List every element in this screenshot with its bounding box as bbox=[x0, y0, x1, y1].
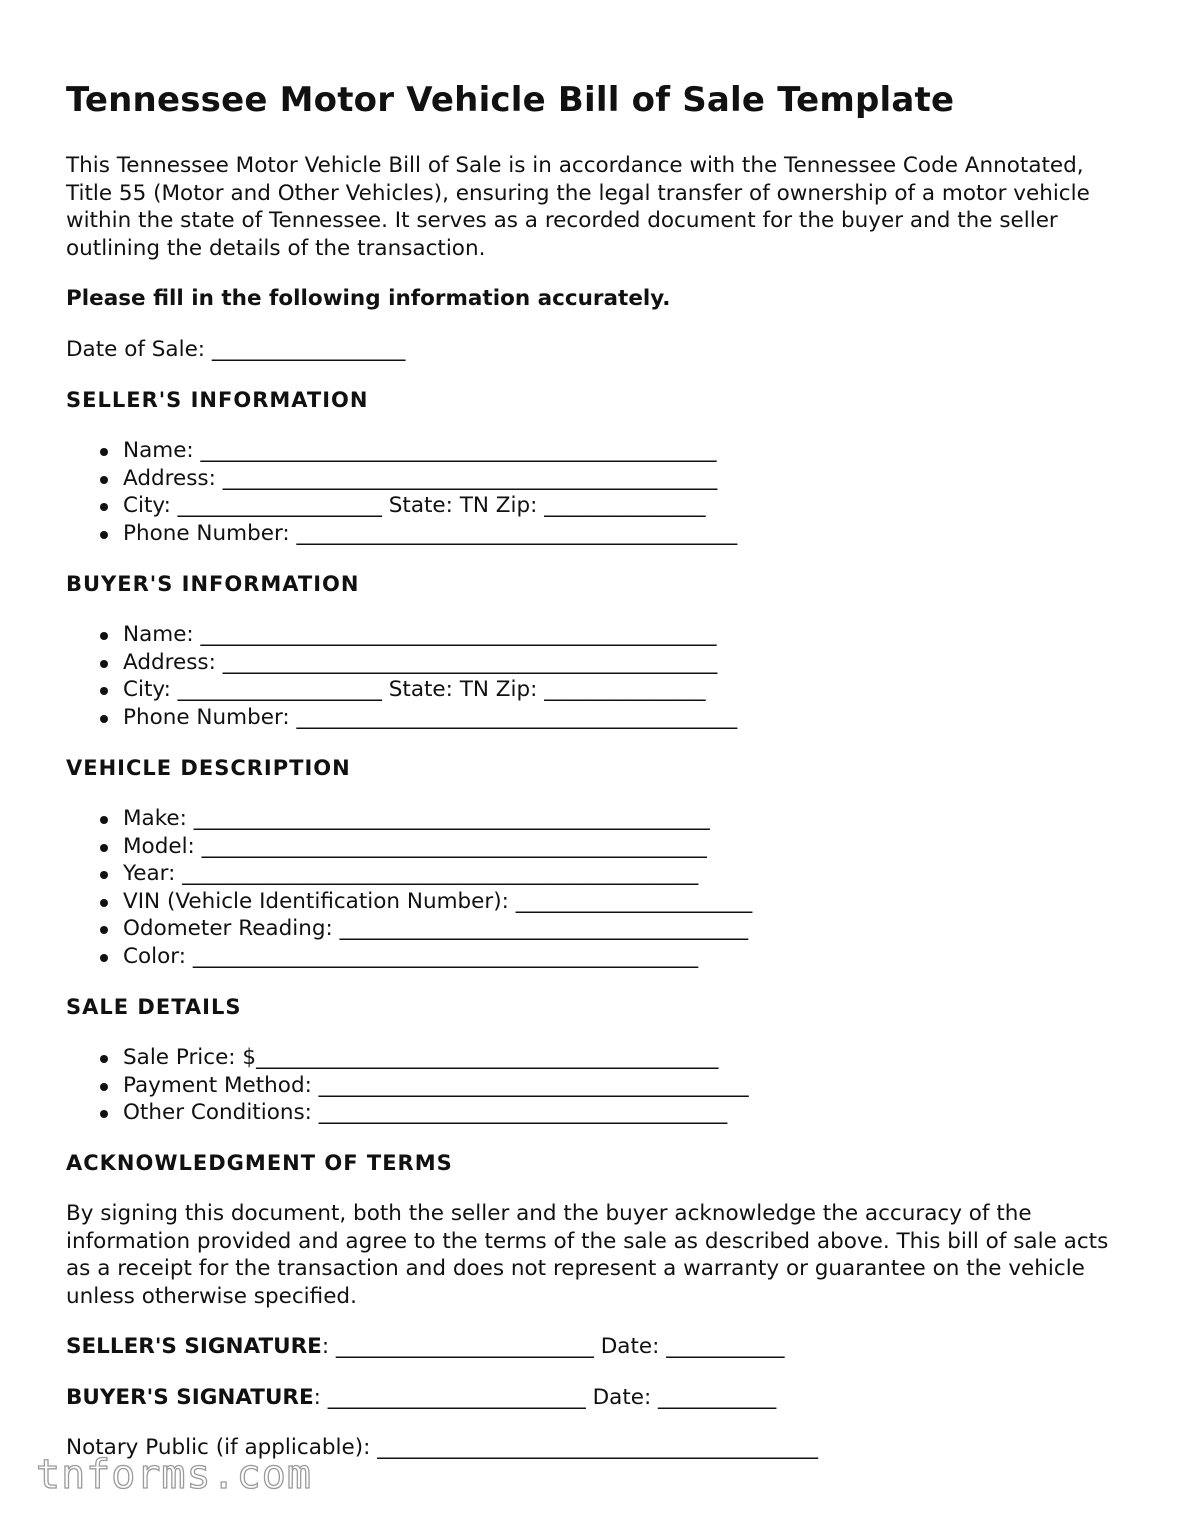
instruction-text: Please fill in the following information accurately. bbox=[66, 286, 671, 311]
site-watermark: tnforms.com bbox=[36, 1452, 312, 1498]
sale-field-list bbox=[66, 1044, 749, 1127]
buyer-signature-row[interactable] bbox=[66, 1384, 776, 1412]
vehicle-vin-field[interactable]: VIN (Vehicle Identification Number): ______________________ bbox=[66, 888, 752, 916]
seller-heading: SELLER'S INFORMATION bbox=[66, 388, 369, 412]
buyer-phone-field[interactable]: Phone Number: _________________________________________ bbox=[66, 704, 737, 732]
buyer-city-state-zip-field[interactable]: City: ___________________ State: TN Zip: _______________ bbox=[66, 676, 737, 704]
vehicle-model-field[interactable]: Model: _______________________________________________ bbox=[66, 833, 752, 861]
document-title: Tennessee Motor Vehicle Bill of Sale Template bbox=[66, 80, 955, 120]
buyer-name-field[interactable]: Name: ________________________________________________ bbox=[66, 621, 737, 649]
acknowledgment-paragraph: By signing this document, both the seller and the buyer acknowledge the accuracy of the information provided and agree to the terms of the sale as described above. This bill of sale acts as a receipt for the transaction and does not represent a warranty or guarantee on the vehicle unless otherwise specified. bbox=[66, 1201, 1109, 1309]
acknowledgment-heading: ACKNOWLEDGMENT OF TERMS bbox=[66, 1151, 453, 1175]
vehicle-make-field[interactable]: Make: ________________________________________________ bbox=[66, 805, 752, 833]
date-of-sale-field[interactable]: Date of Sale: __________________ bbox=[66, 337, 406, 362]
buyer-field-list bbox=[66, 621, 737, 731]
vehicle-color-field[interactable]: Color: _______________________________________________ bbox=[66, 943, 752, 971]
intro-paragraph: This Tennessee Motor Vehicle Bill of Sale is in accordance with the Tennessee Code Annotated, Title 55 (Motor and Other Vehicles), ensuring the legal transfer of ownership of a motor vehicle within the state of Tennessee. It serves as a recorded document for the buyer and the seller outlining the details of the transaction. bbox=[66, 153, 1090, 261]
payment-method-field[interactable]: Payment Method: ________________________________________ bbox=[66, 1072, 749, 1100]
vehicle-year-field[interactable]: Year: ________________________________________________ bbox=[66, 860, 752, 888]
vehicle-odometer-field[interactable]: Odometer Reading: ______________________________________ bbox=[66, 915, 752, 943]
notary-field[interactable]: Notary Public (if applicable): _________________________________________ bbox=[66, 1435, 818, 1460]
buyer-signature-line[interactable]: : ________________________ Date: ___________ bbox=[313, 1385, 777, 1410]
seller-name-field[interactable]: Name: ________________________________________________ bbox=[66, 437, 737, 465]
sale-heading: SALE DETAILS bbox=[66, 995, 242, 1019]
sale-price-field[interactable]: Sale Price: $___________________________________________ bbox=[66, 1044, 749, 1072]
buyer-heading: BUYER'S INFORMATION bbox=[66, 572, 360, 596]
vehicle-heading: VEHICLE DESCRIPTION bbox=[66, 756, 351, 780]
seller-signature-line[interactable]: : ________________________ Date: ___________ bbox=[321, 1334, 785, 1359]
vehicle-field-list bbox=[66, 805, 752, 971]
seller-city-state-zip-field[interactable]: City: ___________________ State: TN Zip: _______________ bbox=[66, 492, 737, 520]
seller-signature-row[interactable] bbox=[66, 1333, 784, 1361]
other-conditions-field[interactable]: Other Conditions: ______________________________________ bbox=[66, 1099, 749, 1127]
buyer-signature-label: BUYER'S SIGNATURE bbox=[66, 1385, 314, 1410]
seller-address-field[interactable]: Address: ______________________________________________ bbox=[66, 465, 737, 493]
seller-phone-field[interactable]: Phone Number: _________________________________________ bbox=[66, 520, 737, 548]
seller-field-list bbox=[66, 437, 737, 547]
seller-signature-label: SELLER'S SIGNATURE bbox=[66, 1334, 322, 1359]
buyer-address-field[interactable]: Address: ______________________________________________ bbox=[66, 649, 737, 677]
